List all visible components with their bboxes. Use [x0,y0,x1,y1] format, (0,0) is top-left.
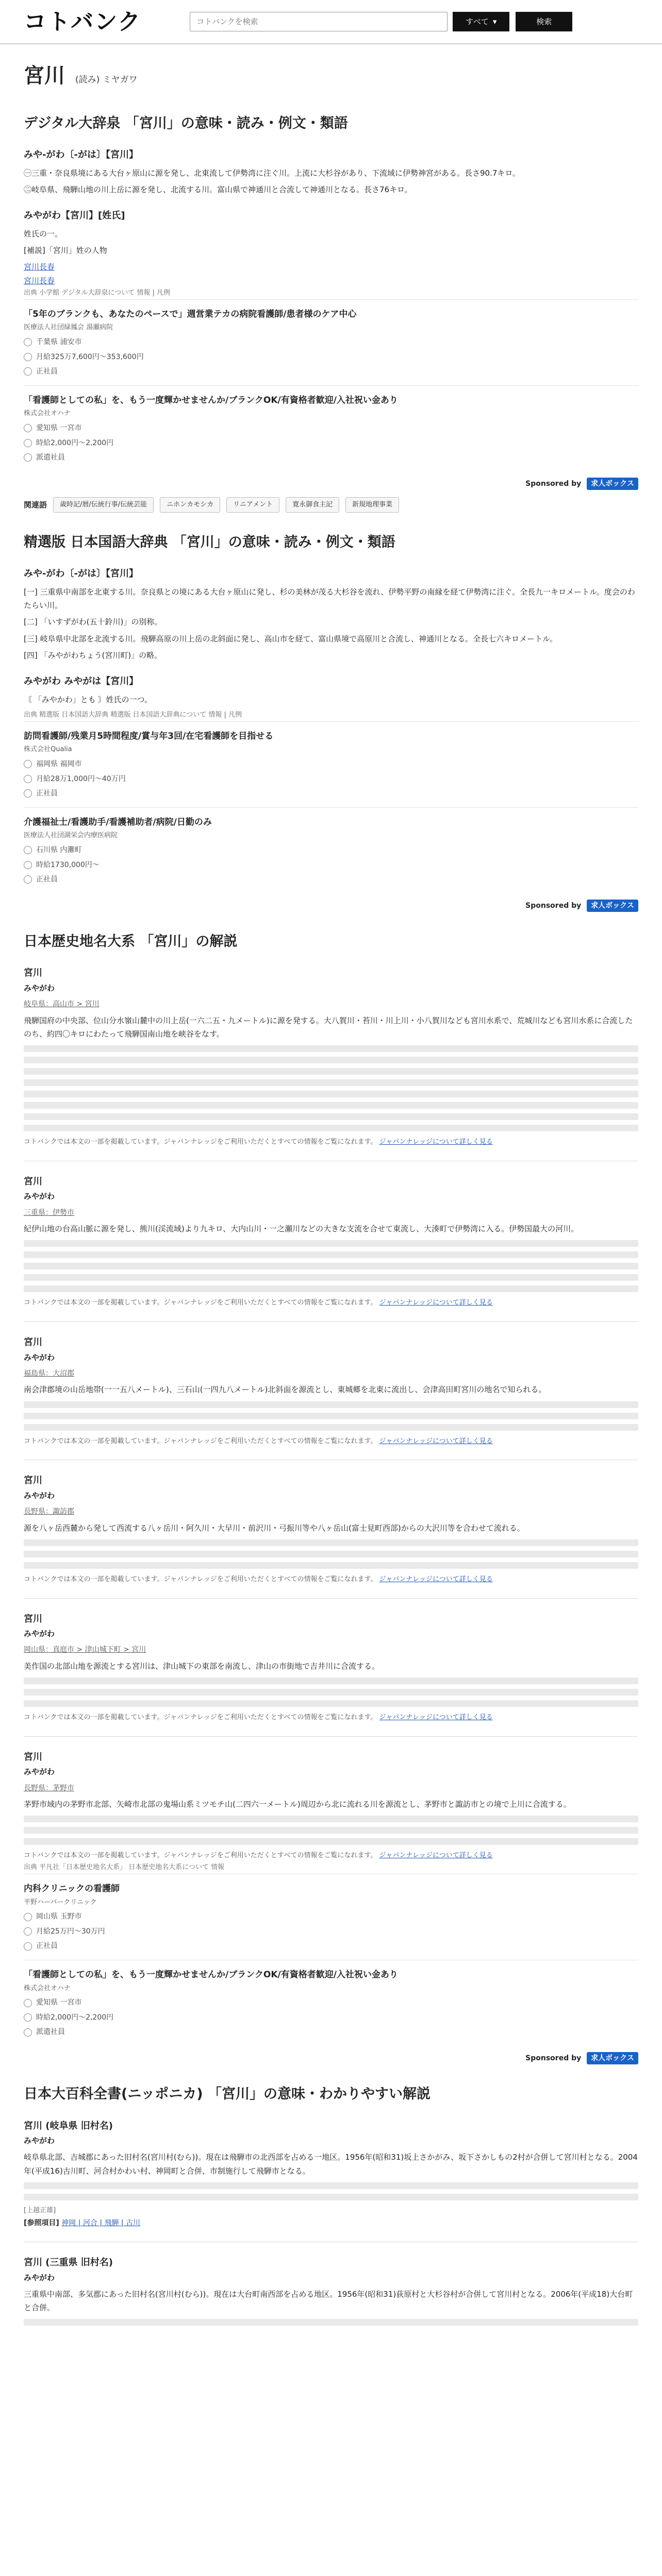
rekishi-entry [24,1334,638,1447]
japanknowledge-note: コトバンクでは本文の一部を掲載しています。ジャパンナレッジをご利用いただくとすべての情報をご覧になれます。 [24,1299,377,1307]
briefcase-icon [24,367,32,376]
search-scope-label: すべて [466,16,489,26]
text-line [24,1562,638,1569]
location-icon [24,1999,32,2007]
job-ad[interactable] [24,1960,638,2046]
nipponica-section [24,2082,638,2326]
rekishi-entry [24,1472,638,1585]
title-reading: (読み) ミヤガワ [75,75,138,85]
daijisen-entry1-head: みや‐がわ〔‐がは〕【宮川】 [24,149,138,161]
sponsored-label: Sponsored by [525,2054,582,2062]
job-ad-title[interactable]: 内科クリニックの看護師 [24,1883,120,1894]
sponsor-brand[interactable]: 求人ボックス [587,900,638,912]
job-ad-type: 派遣社員 [36,2028,65,2037]
related-tag[interactable]: 新規地理事業 [345,497,399,513]
job-ad[interactable] [24,299,638,385]
text-line [24,1689,638,1696]
text-line [24,1816,638,1822]
rekishi-entry-title: 宮川 [24,968,42,979]
text-line [24,1274,638,1281]
text-line [24,1091,638,1097]
breadcrumb[interactable]: 岡山県：真庭市 > 津山城下町 > 宮川 [24,1646,146,1654]
yen-icon [24,775,32,783]
japanknowledge-link[interactable]: ジャパンナレッジについて詳しく見る [379,1852,493,1860]
text-line [24,1838,638,1845]
job-ad-type: 正社員 [36,367,58,376]
kokugo-line-1: [一] 三重県中南部を北東する川。奈良県との境にある大台ヶ原山に発し、杉の美林が茂る大杉谷を流れ、伊勢平野の南縁を経て伊勢湾に注ぐ。全長九一キロメートル。度会のわたらい川。 [24,587,635,610]
location-icon [24,338,32,346]
related-tag[interactable]: 歳時記/暦/伝統行事/伝統芸能 [53,497,154,513]
daijisen-entry2-text: 姓氏の一。 [24,229,63,239]
text-line [24,1057,638,1063]
job-ad-title[interactable]: 「看護師としての私」を、もう一度輝かせませんか/ブランクOK/有資格者歓迎/入社祝い金あり [24,395,398,405]
job-ad[interactable] [24,721,638,807]
search-input[interactable] [190,12,448,31]
daijisen-source: 出典 小学館 デジタル大辞泉について 情報 | 凡例 [24,289,171,297]
divider [24,1598,638,1599]
rekishi-entry-reading: みやがわ [24,983,55,993]
rekishi-entry-reading: みやがわ [24,1629,55,1638]
location-icon [24,1913,32,1921]
nipponica-ref: [上越正雄] [24,2206,56,2214]
rekishi-entry-reading: みやがわ [24,1490,55,1500]
text-line [24,1424,638,1431]
rekishi-heading: 日本歴史地名大系 「宮川」の解説 [24,934,238,950]
site-header [0,0,662,44]
text-line [24,1068,638,1075]
job-ad-pay: 月給28万1,000円〜40万円 [36,774,126,783]
japanknowledge-link[interactable]: ジャパンナレッジについて詳しく見る [379,1575,493,1583]
japanknowledge-note: コトバンクでは本文の一部を掲載しています。ジャパンナレッジをご利用いただくとすべての情報をご覧になれます。 [24,1852,377,1860]
text-line [24,1413,638,1419]
japanknowledge-link[interactable]: ジャパンナレッジについて詳しく見る [379,1138,493,1146]
sponsor-brand[interactable]: 求人ボックス [587,478,638,490]
job-ad-title[interactable]: 「5年のブランクも、あなたのペースで」週営業テカの病院看護師/患者様のケア中心 [24,309,357,319]
divider [24,1321,638,1322]
japanknowledge-note: コトバンクでは本文の一部を掲載しています。ジャパンナレッジをご利用いただくとすべての情報をご覧になれます。 [24,1437,377,1445]
rekishi-entry-text: 美作国の北部山地を源流とする宮川は、津山城下の東部を南流し、津山の市街地で吉井川に合流する。 [24,1661,380,1671]
text-line [24,2319,638,2326]
rekishi-entry-title: 宮川 [24,1751,42,1762]
job-ad-pay: 月給325万7,600円〜353,600円 [36,352,144,361]
text-line [24,1102,638,1109]
kokugo-line-4: [四] 「みやがわちょう(宮川町)」の略。 [24,650,162,660]
rekishi-entry-reading: みやがわ [24,1192,55,1201]
rekishi-section [24,929,638,2064]
job-ad-title[interactable]: 「看護師としての私」を、もう一度輝かせませんか/ブランクOK/有資格者歓迎/入社祝い金あり [24,1969,398,1980]
text-line [24,1827,638,1834]
location-icon [24,760,32,768]
job-ad-location: 岡山県 玉野市 [36,1912,82,1921]
briefcase-icon [24,453,32,462]
search-bar [190,12,572,31]
job-ad-pay: 月給25万円〜30万円 [36,1927,105,1936]
rekishi-entry [24,1749,638,1862]
related-tag[interactable]: リニアメント [226,497,279,513]
text-line [24,1401,638,1408]
divider [24,1736,638,1737]
related-label: 関連語 [24,500,47,510]
nipponica-entry-reading: みやがわ [24,2273,55,2282]
nipponica-refs-label: [参照項目] [24,2218,59,2227]
sponsored-by [24,2052,638,2065]
rekishi-entry [24,1611,638,1724]
job-ad-company: 平野ハーバークリニック [24,1898,97,1906]
daijisen-section [24,111,638,490]
job-ad-company: 株式会社オハナ [24,1984,71,1992]
job-ad[interactable] [24,807,638,893]
japanknowledge-link[interactable]: ジャパンナレッジについて詳しく見る [379,1299,493,1307]
rekishi-entry-text: 紀伊山地の台高山脈に源を発し、熊川(渓流域)より九キロ、大内山川・一之瀬川などの大きな支流を合せて東流し、大湊町で伊勢湾に入る。伊勢国最大の河川。 [24,1224,579,1233]
kokugo-heading: 精選版 日本国語大辞典 「宮川」の意味・読み・例文・類語 [24,534,395,550]
nipponica-entry-text: 岐阜県北部、吉城郡にあった旧村名(宮川村(むら))。現在は飛騨市の北西部を占める一地区。1956年(昭和31)坂上さかがみ、坂下さかしもの2村が合併して宮川村となる。2004年(平成16)古川町、河合村かわい村、神岡町と合併、市制施行して飛騨市となる。 [24,2153,638,2176]
job-ad-type: 正社員 [36,875,58,884]
job-ad-location: 千葉県 浦安市 [36,338,82,346]
text-line [24,2194,638,2200]
daijisen-entry1-text2: ㊁岐阜県、飛騨山地の川上岳に源を発し、北流する川。富山県で神通川と合流して神通川となる。長さ76キロ。 [24,185,412,194]
job-ad-title[interactable]: 訪問看護師/残業月5時間程度/賞与年3回/在宅看護師を目指せる [24,731,274,741]
job-ad-pay: 時給2,000円〜2,200円 [36,438,114,447]
kokugo-line-3: [三] 岐阜県中北部を北流する川。飛騨高原の川上岳の北斜面に発し、高山市を経て、富山県境で高原川と合流し、神通川となる。全長七六キロメートル。 [24,634,557,643]
text-line [24,1539,638,1546]
breadcrumb[interactable]: 三重県：伊勢市 [24,1208,74,1217]
text-line [24,1263,638,1269]
breadcrumb[interactable]: 岐阜県：高山市 > 宮川 [24,1000,100,1008]
nipponica-refs[interactable]: 神岡 | 河合 | 飛騨 | 古川 [61,2218,141,2227]
location-icon [24,846,32,854]
sponsor-brand[interactable]: 求人ボックス [587,2052,638,2065]
rekishi-entry-text: 茅野市域内の茅野市北部、矢崎市北部の鬼場山系ミツモチ山(二四六一メートル)周辺から北に流れる川を源流とし、茅野市と諏訪市との境で上川に合流する。 [24,1800,571,1809]
breadcrumb[interactable]: 福島県：大沼郡 [24,1369,74,1378]
text-line [24,1125,638,1131]
japanknowledge-note: コトバンクでは本文の一部を掲載しています。ジャパンナレッジをご利用いただくとすべての情報をご覧になれます。 [24,1575,377,1583]
job-ad-location: 福岡県 福岡市 [36,760,82,768]
kokugo-line-2: [二] 「いすずがわ(五十鈴川)」の別称。 [24,617,162,627]
kokugo-source: 出典 精選版 日本国語大辞典 精選版 日本国語大辞典について 情報 | 凡例 [24,710,242,719]
job-ad-company: 株式会社Qualia [24,745,72,754]
nipponica-entry-text: 三重県中南部、多気郡にあった旧村名(宮川村(むら))。現在は大台町南西部を占める地区。1956年(昭和31)荻原村と大杉谷村が合併して宮川村となる。2006年(平成18)大台町と合併。 [24,2289,633,2312]
job-ad-location: 石川県 内灘町 [36,846,82,854]
sponsored-by [24,900,638,912]
briefcase-icon [24,875,32,884]
kokugo-entry2-head: みやがわ みやがは【宮川】 [24,676,139,687]
japanknowledge-link[interactable]: ジャパンナレッジについて詳しく見る [379,1714,493,1721]
related-tag[interactable]: 寛永御食主記 [286,497,339,513]
text-line [24,1251,638,1258]
job-ad[interactable] [24,385,638,471]
rekishi-entry-reading: みやがわ [24,1352,55,1362]
yen-icon [24,861,32,869]
daijisen-person-link-2[interactable]: 宮川長春 [24,276,55,285]
yen-icon [24,2013,32,2022]
sponsored-label: Sponsored by [525,479,582,488]
daijisen-entry2-head: みやがわ【宮川】[姓氏] [24,210,125,222]
page-title [24,58,638,94]
japanknowledge-note: コトバンクでは本文の一部を掲載しています。ジャパンナレッジをご利用いただくとすべての情報をご覧になれます。 [24,1714,377,1721]
sponsored-label: Sponsored by [525,901,582,910]
search-button[interactable]: 検索 [516,12,572,31]
rekishi-entry-text: 南会津郡境の山岳地帯(一一五八メートル)、三石山(一四九八メートル)北斜面を源流とし、東城郷を北東に流出し、会津高田町宮川の地名で知られる。 [24,1385,547,1395]
job-ad-title[interactable]: 介護福祉士/看護助手/看護補助者/病院/日勤のみ [24,817,212,827]
daijisen-person-link-1[interactable]: 宮川長春 [24,262,55,272]
yen-icon [24,353,32,361]
text-line [24,2182,638,2189]
text-line [24,1113,638,1120]
job-ad-company: 医療法人社団緑鳳会 湯瀬病院 [24,324,113,332]
japanknowledge-link[interactable]: ジャパンナレッジについて詳しく見る [379,1437,493,1445]
search-scope-select[interactable] [453,12,509,31]
breadcrumb[interactable]: 長野県：茅野市 [24,1784,74,1792]
rekishi-entry-text: 源を八ヶ岳西麓から発して西流する八ヶ岳川・阿久川・大早川・前沢川・弓振川等や八ヶ岳山(富士見町西部)からの大沢川等を合わせて流れる。 [24,1523,525,1533]
rekishi-entry [24,965,638,1148]
related-terms [24,497,638,513]
text-line [24,1677,638,1684]
yen-icon [24,439,32,447]
site-logo[interactable]: コトバンク [24,8,142,35]
nipponica-heading: 日本大百科全書(ニッポニカ) 「宮川」の意味・わかりやすい解説 [24,2086,431,2103]
text-line [24,1079,638,1086]
nipponica-entry-title: 宮川 (三重県 旧村名) [24,2257,113,2268]
location-icon [24,424,32,432]
job-ad-location: 愛知県 一宮市 [36,1998,82,2007]
job-ad-location: 愛知県 一宮市 [36,424,82,432]
title-word: 宮川 [24,64,65,88]
briefcase-icon [24,789,32,798]
rekishi-entry-title: 宮川 [24,1475,42,1486]
related-tag[interactable]: ニホンカモシカ [160,497,220,513]
rekishi-entry-title: 宮川 [24,1176,42,1187]
rekishi-entry-title: 宮川 [24,1613,42,1624]
main-content [0,58,662,2326]
daijisen-entry2-famous: [補説]「宮川」姓の人物 [24,246,107,255]
rekishi-entry-text: 飛騨国府の中央部、位山分水嶺山麓中の川上岳(一六二五・九メートル)に源を発する。大八賀川・苔川・川上川・小八賀川なども宮川水系で、荒城川なども宮川水系に合流したのち、約四〇キロにわたって飛騨国南山地を峡谷をなす。 [24,1015,633,1039]
daijisen-entry1-text: ㊀三重・奈良県境にある大台ヶ原山に源を発し、北東流して伊勢湾に注ぐ川。上流に大杉谷があり、下流域に伊勢神宮がある。長さ90.7キロ。 [24,168,520,178]
rekishi-source: 出典 平凡社「日本歴史地名大系」 日本歴史地名大系について 情報 [24,1863,225,1871]
job-ad-pay: 時給2,000円〜2,200円 [36,2013,114,2022]
rekishi-entry [24,1174,638,1309]
text-line [24,1551,638,1557]
job-ad-type: 正社員 [36,789,58,798]
japanknowledge-note: コトバンクでは本文の一部を掲載しています。ジャパンナレッジをご利用いただくとすべての情報をご覧になれます。 [24,1138,377,1146]
breadcrumb[interactable]: 長野県：諏訪郡 [24,1507,74,1516]
job-ad-type: 派遣社員 [36,453,65,462]
nipponica-entry-reading: みやがわ [24,2136,55,2145]
text-line [24,1700,638,1707]
daijisen-heading: デジタル大辞泉 「宮川」の意味・読み・例文・類語 [24,115,348,131]
job-ad[interactable] [24,1874,638,1960]
kokugo-section [24,530,638,912]
text-line [24,1045,638,1052]
job-ad-company: 医療法人社団湖栄会内療医病院 [24,832,118,840]
kokugo-entry2-text: 〘 「みやかわ」とも 〙姓氏の一つ。 [24,694,152,704]
job-ad-type: 正社員 [36,1942,58,1951]
nipponica-entry-title: 宮川 (岐阜県 旧村名) [24,2120,113,2131]
text-line [24,1240,638,1247]
job-ad-pay: 時給1730,000円〜 [36,860,100,869]
text-line [24,1285,638,1292]
rekishi-entry-title: 宮川 [24,1337,42,1348]
briefcase-icon [24,1942,32,1951]
job-ad-company: 株式会社オハナ [24,410,71,418]
briefcase-icon [24,2028,32,2037]
sponsored-by [24,478,638,490]
chevron-down-icon: ▾ [492,16,497,26]
rekishi-entry-reading: みやがわ [24,1767,55,1777]
kokugo-entry-head: みや‐がわ〔‐がは〕【宮川】 [24,568,138,580]
yen-icon [24,1927,32,1936]
